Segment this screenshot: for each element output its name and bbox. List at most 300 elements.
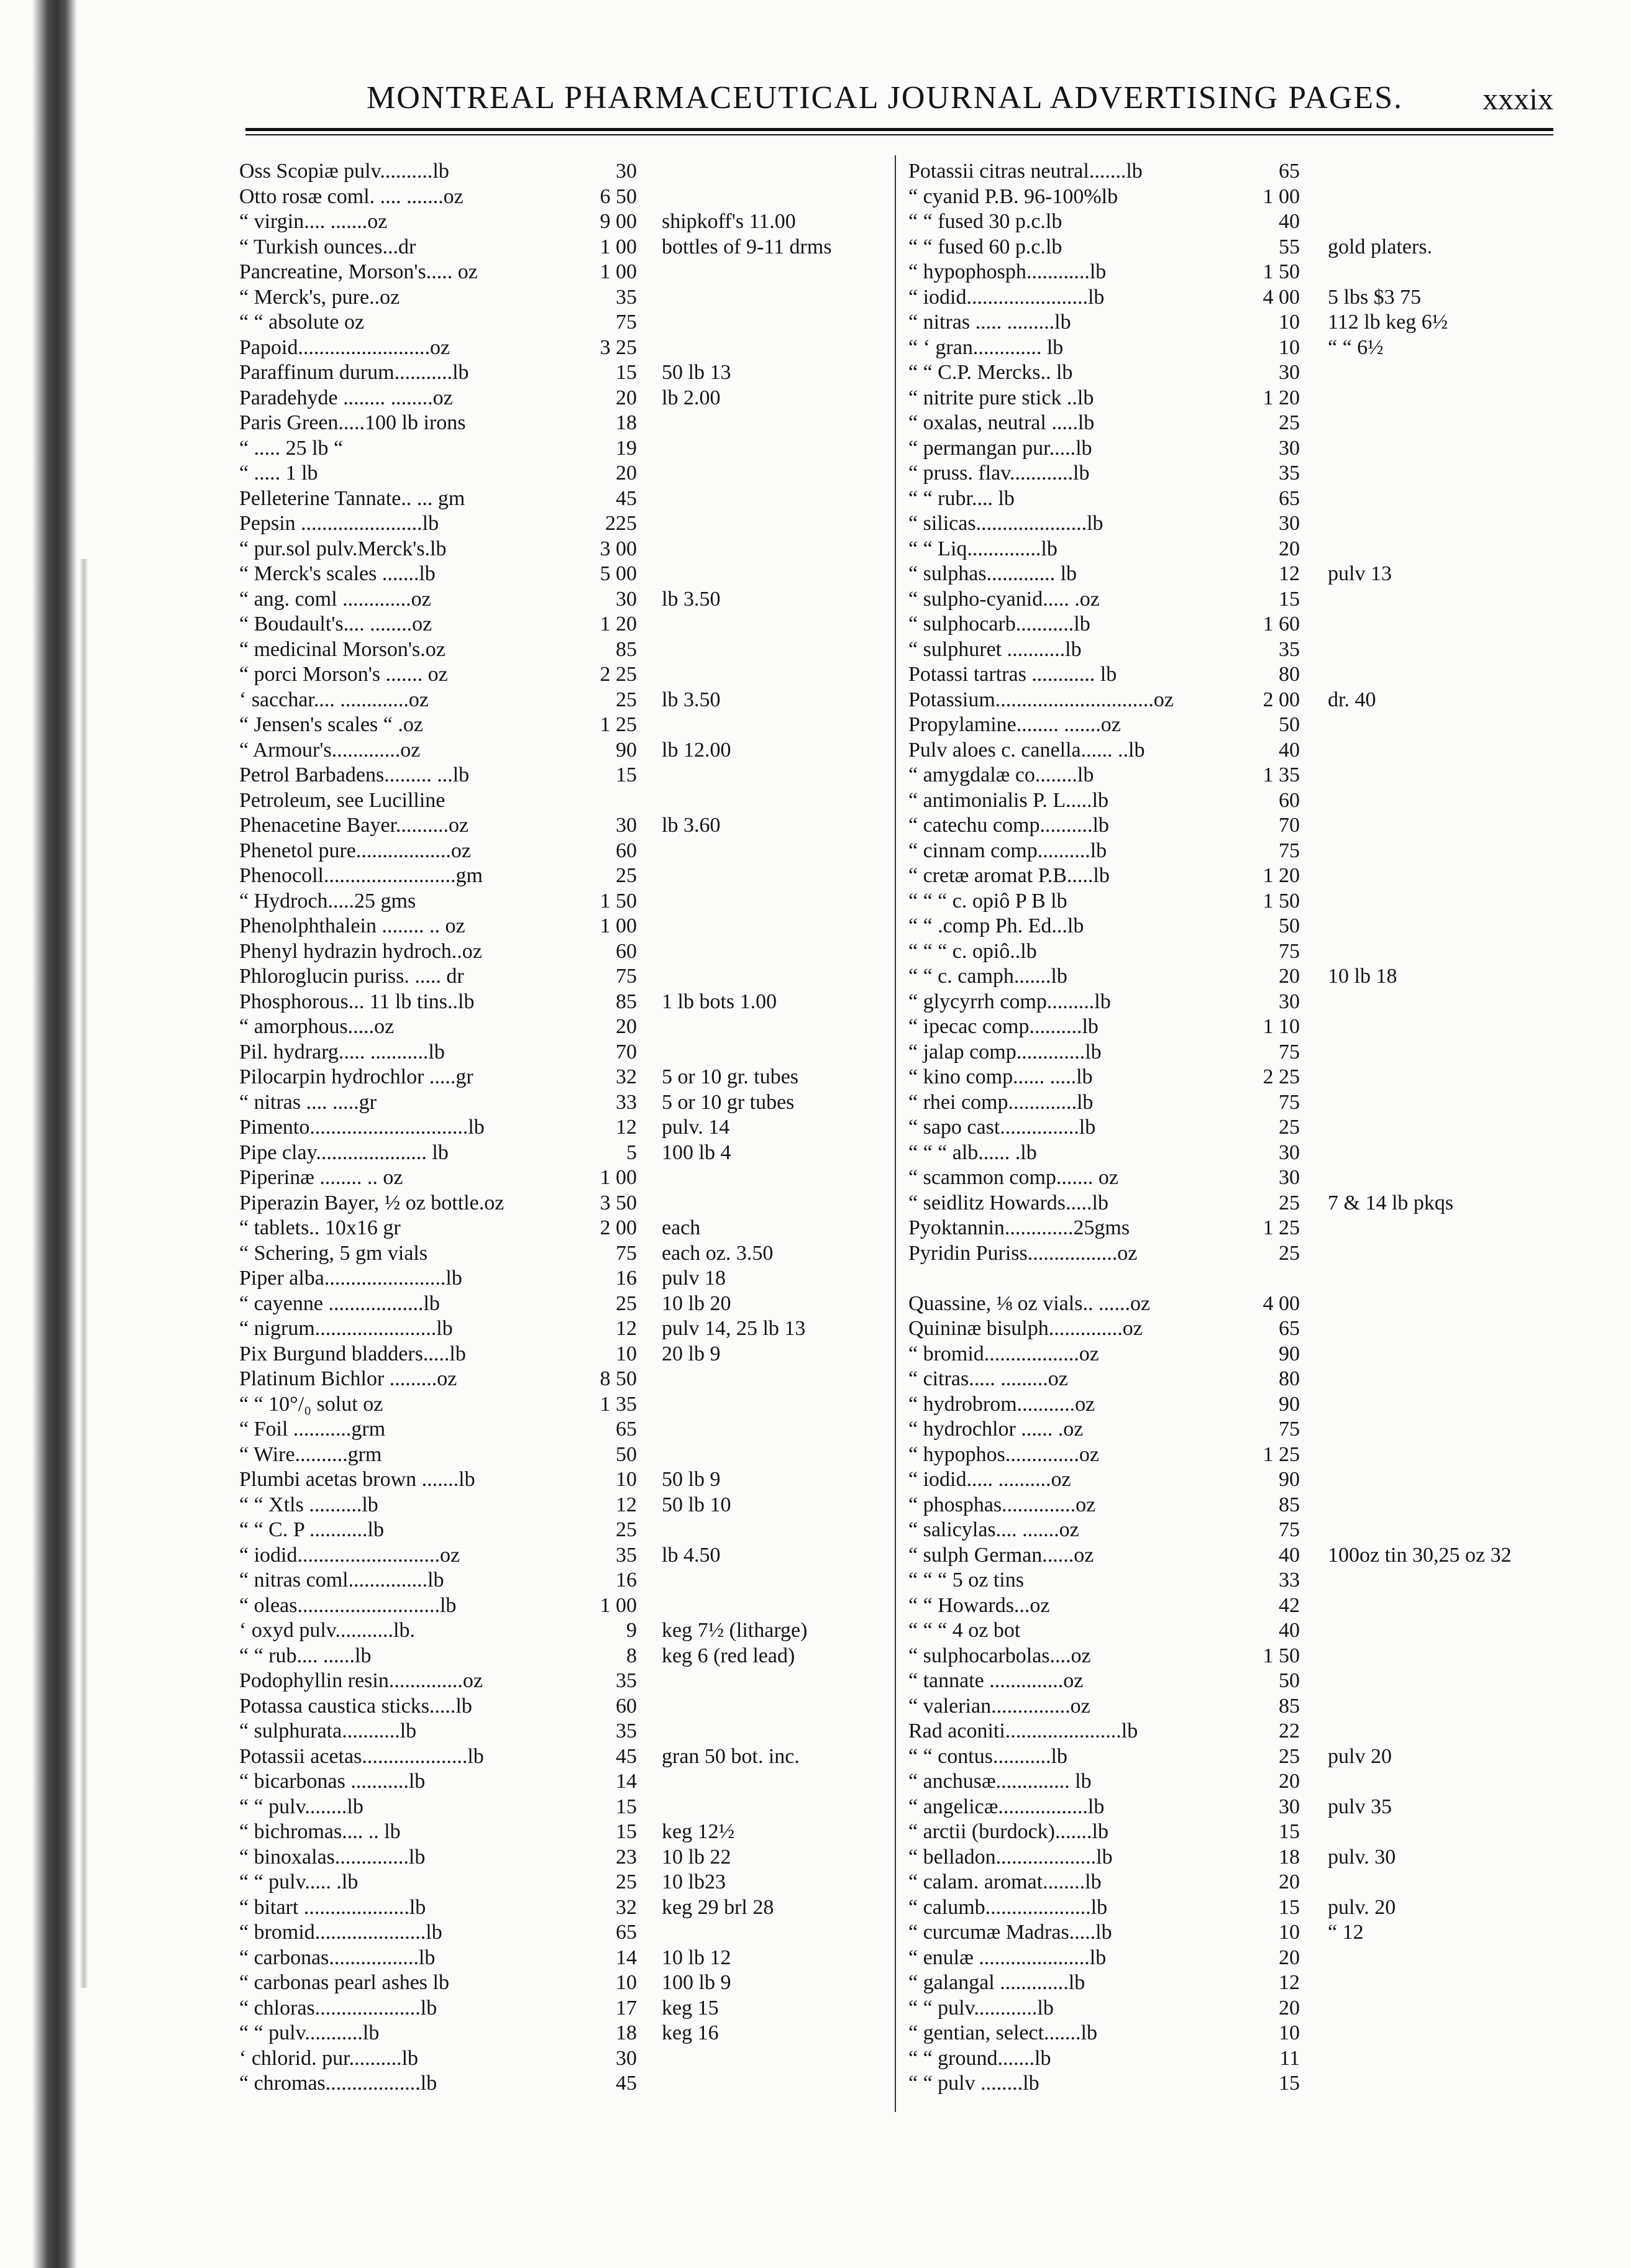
item-name: “ tannate ..............oz xyxy=(908,1669,1084,1692)
item-price: 1 50 xyxy=(1263,1644,1300,1667)
price-entry xyxy=(908,990,1567,1015)
price-entry xyxy=(239,2071,892,2097)
item-price: 30 xyxy=(1279,361,1300,384)
price-entry xyxy=(239,386,892,411)
price-entry xyxy=(908,738,1567,763)
price-entry xyxy=(908,914,1567,939)
item-name: Pix Burgund bladders.....lb xyxy=(239,1342,466,1365)
item-name: “ chloras....................lb xyxy=(239,1996,437,2020)
price-entry xyxy=(908,1946,1567,1971)
item-name: “ sulphas............. lb xyxy=(908,562,1077,585)
item-price: 15 xyxy=(1279,2072,1300,2095)
item-price: 75 xyxy=(1279,1518,1300,1541)
price-entry xyxy=(908,1165,1567,1191)
price-entry xyxy=(239,310,892,335)
item-name: Propylamine........ .......oz xyxy=(908,713,1121,736)
price-entry xyxy=(908,1014,1567,1040)
item-name: Piperinæ ........ .. oz xyxy=(239,1166,403,1189)
item-name: “ rhei comp.............lb xyxy=(908,1090,1094,1114)
item-name: “ nitras coml...............lb xyxy=(239,1569,444,1592)
item-price: 10 xyxy=(1279,1921,1300,1944)
item-name: Piper alba.......................lb xyxy=(239,1267,462,1290)
item-price: 60 xyxy=(616,939,637,963)
item-price: 4 00 xyxy=(1263,285,1300,309)
item-name: Potassi tartras ............ lb xyxy=(908,663,1117,686)
item-note: pulv 14, 25 lb 13 xyxy=(662,1317,806,1340)
item-price: 2 25 xyxy=(600,663,637,686)
price-entry xyxy=(239,763,892,788)
item-price: 20 xyxy=(1279,965,1300,988)
item-note: keg 15 xyxy=(662,1996,719,2020)
price-entry xyxy=(239,562,892,587)
item-name: “ cayenne ..................lb xyxy=(239,1291,440,1315)
item-note: keg 29 brl 28 xyxy=(662,1895,774,1919)
item-name: “ arctii (burdock).......lb xyxy=(908,1820,1108,1843)
price-entry xyxy=(239,738,892,763)
price-entry xyxy=(908,1996,1567,2021)
price-entry xyxy=(908,486,1567,512)
price-entry xyxy=(908,285,1567,311)
item-name: “ carbonas pearl ashes lb xyxy=(239,1971,449,1994)
item-price: 2 00 xyxy=(1263,688,1300,711)
item-name: “ antimonialis P. L.....lb xyxy=(908,788,1109,812)
item-price: 40 xyxy=(1279,738,1300,762)
item-name: “ “ “ 5 oz tins xyxy=(908,1569,1024,1592)
item-name: “ sulphuret ...........lb xyxy=(908,637,1082,661)
item-price: 16 xyxy=(616,1267,637,1290)
item-name: Phenyl hydrazin hydroch..oz xyxy=(239,939,482,963)
item-name: ‘ oxyd pulv...........lb. xyxy=(239,1619,416,1642)
price-entry xyxy=(908,1543,1567,1569)
item-price: 8 xyxy=(626,1644,637,1667)
item-price: 18 xyxy=(616,2021,637,2044)
item-name: “ salicylas.... .......oz xyxy=(908,1518,1079,1541)
price-entry xyxy=(908,1392,1567,1418)
item-note: 5 or 10 gr tubes xyxy=(662,1090,795,1114)
item-name: “ hydrobrom...........oz xyxy=(908,1392,1095,1416)
item-name: “ “ ground.......lb xyxy=(908,2046,1051,2070)
item-note: 10 lb 12 xyxy=(662,1946,731,1969)
item-price: 85 xyxy=(1279,1694,1300,1718)
item-price: 1 35 xyxy=(1263,763,1300,786)
item-name: “ ‘ gran............. lb xyxy=(908,335,1064,359)
price-entry xyxy=(239,1417,892,1442)
item-name: “ silicas.....................lb xyxy=(908,512,1103,535)
item-name: “ virgin.... .......oz xyxy=(239,210,388,233)
item-name: Pilocarpin hydrochlor .....gr xyxy=(239,1065,473,1088)
item-note: pulv 35 xyxy=(1328,1795,1392,1818)
price-entry xyxy=(908,310,1567,335)
item-price: 9 xyxy=(626,1619,637,1642)
item-note: 112 lb keg 6½ xyxy=(1328,311,1448,334)
item-note: 100 lb 9 xyxy=(662,1971,731,1994)
item-price: 12 xyxy=(1279,1971,1300,1994)
item-price: 1 00 xyxy=(1263,184,1300,208)
item-price: 14 xyxy=(616,1946,637,1969)
item-note: 50 lb 13 xyxy=(662,361,731,384)
price-entry xyxy=(239,1543,892,1569)
item-price: 60 xyxy=(1279,788,1300,812)
price-entry xyxy=(908,1644,1567,1669)
item-price: 1 50 xyxy=(600,889,637,913)
item-name: “ citras..... .........oz xyxy=(908,1367,1068,1390)
price-entry xyxy=(239,1392,892,1418)
price-entry xyxy=(239,1040,892,1065)
item-price: 10 xyxy=(1279,311,1300,334)
item-name: “ ..... 1 lb xyxy=(239,462,318,485)
item-price: 15 xyxy=(1279,1820,1300,1843)
item-price: 6 50 xyxy=(600,184,637,208)
item-price: 70 xyxy=(616,1040,637,1063)
price-entry xyxy=(239,1946,892,1971)
item-name: “ “ rubr.... lb xyxy=(908,486,1015,510)
price-entry xyxy=(908,839,1567,864)
item-price: 25 xyxy=(1279,1191,1300,1214)
item-price: 15 xyxy=(1279,587,1300,611)
item-price: 40 xyxy=(1279,210,1300,233)
item-price: 12 xyxy=(616,1317,637,1340)
item-name: “ sulphocarbolas....oz xyxy=(908,1644,1091,1667)
item-name: “ Hydroch.....25 gms xyxy=(239,889,416,913)
item-name: “ “ “ c. opiô..lb xyxy=(908,939,1037,963)
item-note: pulv. 20 xyxy=(1328,1895,1396,1919)
price-entry xyxy=(239,1769,892,1795)
price-entry xyxy=(908,1442,1567,1468)
price-entry xyxy=(239,1970,892,1996)
price-entry xyxy=(239,1266,892,1291)
item-price: 1 35 xyxy=(600,1392,637,1416)
item-name: Oss Scopiæ pulv..........lb xyxy=(239,160,449,183)
item-price: 25 xyxy=(616,1870,637,1893)
price-entry xyxy=(908,386,1567,411)
item-price: 20 xyxy=(616,386,637,409)
price-entry xyxy=(908,1367,1567,1392)
column-divider xyxy=(895,155,896,2112)
page-edge-shadow xyxy=(80,559,88,1988)
price-entry xyxy=(239,537,892,562)
item-name: “ “ pulv...........lb xyxy=(239,2021,380,2044)
item-name: Pyoktannin.............25gms xyxy=(908,1216,1130,1239)
item-price: 11 xyxy=(1279,2046,1300,2070)
item-name: “ hydrochlor ...... .oz xyxy=(908,1418,1084,1441)
item-price: 65 xyxy=(1279,486,1300,510)
item-price: 1 20 xyxy=(1263,386,1300,409)
price-entry xyxy=(908,1115,1567,1141)
item-price: 9 00 xyxy=(600,210,637,233)
item-name: “ sulph German......oz xyxy=(908,1543,1094,1567)
price-entry xyxy=(239,662,892,688)
price-entry xyxy=(239,1065,892,1090)
price-entry xyxy=(908,1191,1567,1216)
price-entry xyxy=(239,1493,892,1518)
price-entry xyxy=(239,688,892,713)
item-price: 30 xyxy=(1279,436,1300,460)
item-name: Phloroglucin puriss. ..... dr xyxy=(239,965,464,988)
item-note: lb 12.00 xyxy=(662,738,731,762)
item-name: Rad aconiti......................lb xyxy=(908,1719,1138,1742)
price-entry xyxy=(908,1316,1567,1342)
item-price: 50 xyxy=(616,1442,637,1466)
item-name: Platinum Bichlor .........oz xyxy=(239,1367,457,1390)
item-price: 30 xyxy=(1279,1166,1300,1189)
item-price: 65 xyxy=(616,1921,637,1944)
price-entry xyxy=(239,285,892,311)
price-entry xyxy=(908,1819,1567,1845)
item-note: lb 4.50 xyxy=(662,1543,721,1567)
price-entry xyxy=(908,1920,1567,1946)
item-name: “ “ Liq..............lb xyxy=(908,537,1058,560)
price-entry xyxy=(908,587,1567,613)
item-price: 20 xyxy=(1279,1996,1300,2020)
item-name: Pil. hydrarg..... ...........lb xyxy=(239,1040,445,1063)
item-name: “ cretæ aromat P.B.....lb xyxy=(908,864,1110,887)
item-name: “ Merck's, pure..oz xyxy=(239,285,400,309)
item-name: “ gentian, select.......lb xyxy=(908,2021,1098,2044)
item-price: 14 xyxy=(616,1770,637,1793)
item-price: 1 00 xyxy=(600,1593,637,1617)
item-note: pulv 20 xyxy=(1328,1744,1392,1768)
item-name: “ phosphas..............oz xyxy=(908,1493,1096,1516)
price-entry xyxy=(239,159,892,184)
item-price: 30 xyxy=(616,814,637,837)
item-name: “ curcumæ Madras.....lb xyxy=(908,1921,1112,1944)
item-name: “ Turkish ounces...dr xyxy=(239,235,416,258)
item-price: 70 xyxy=(1279,814,1300,837)
item-price: 1 00 xyxy=(600,1166,637,1189)
item-price: 40 xyxy=(1279,1619,1300,1642)
price-entry xyxy=(239,1316,892,1342)
item-note: keg 6 (red lead) xyxy=(662,1644,795,1667)
item-price: 60 xyxy=(616,1694,637,1718)
item-price: 85 xyxy=(616,990,637,1013)
item-price: 12 xyxy=(1279,562,1300,585)
item-note: gold platers. xyxy=(1328,235,1433,258)
item-name: Potassii acetas....................lb xyxy=(239,1744,484,1768)
item-price: 65 xyxy=(1279,1317,1300,1340)
price-entry xyxy=(239,788,892,814)
price-entry xyxy=(908,1895,1567,1921)
item-note: gran 50 bot. inc. xyxy=(662,1744,800,1768)
item-name: “ hypophos..............oz xyxy=(908,1442,1099,1466)
price-entry xyxy=(908,537,1567,562)
price-entry xyxy=(908,1694,1567,1719)
item-price: 75 xyxy=(1279,839,1300,862)
item-price: 50 xyxy=(1279,914,1300,937)
item-price: 75 xyxy=(1279,1090,1300,1114)
item-name: “ bichromas.... .. lb xyxy=(239,1820,401,1843)
price-entry xyxy=(908,335,1567,361)
item-note: 100oz tin 30,25 oz 32 xyxy=(1328,1543,1512,1567)
item-name: “ calumb....................lb xyxy=(908,1895,1108,1919)
price-entry xyxy=(239,637,892,663)
item-price: 30 xyxy=(1279,990,1300,1013)
item-price: 20 xyxy=(1279,1946,1300,1969)
item-price: 30 xyxy=(1279,1795,1300,1818)
item-name: “ iodid..... ..........oz xyxy=(908,1468,1071,1491)
item-note: lb 3.50 xyxy=(662,688,721,711)
item-name: ‘ chlorid. pur..........lb xyxy=(239,2046,419,2070)
item-name: “ binoxalas..............lb xyxy=(239,1845,426,1869)
item-name: Quininæ bisulph..............oz xyxy=(908,1317,1143,1340)
item-name: Phenacetine Bayer..........oz xyxy=(239,814,469,837)
price-entry xyxy=(908,1417,1567,1442)
price-entry xyxy=(908,2046,1567,2072)
item-note: 10 lb 18 xyxy=(1328,965,1397,988)
item-price: 17 xyxy=(616,1996,637,2020)
item-name: “ scammon comp....... oz xyxy=(908,1166,1119,1189)
item-price: 3 50 xyxy=(600,1191,637,1214)
item-name: “ “ “ c. opiô P B lb xyxy=(908,889,1067,913)
item-name: “ “ absolute oz xyxy=(239,311,365,334)
price-entry xyxy=(908,939,1567,965)
price-entry xyxy=(908,1618,1567,1644)
item-price: 33 xyxy=(1279,1569,1300,1592)
item-price: 16 xyxy=(616,1569,637,1592)
price-entry xyxy=(908,461,1567,486)
item-price: 10 xyxy=(616,1971,637,1994)
item-name: “ glycyrrh comp.........lb xyxy=(908,990,1111,1013)
price-entry xyxy=(239,1367,892,1392)
price-entry xyxy=(239,1241,892,1267)
item-name: “ permangan pur.....lb xyxy=(908,436,1092,460)
item-price: 80 xyxy=(1279,663,1300,686)
item-note: 20 lb 9 xyxy=(662,1342,721,1365)
price-entry xyxy=(908,863,1567,889)
item-name: “ ipecac comp..........lb xyxy=(908,1015,1099,1038)
item-note: keg 7½ (litharge) xyxy=(662,1619,808,1642)
price-entry xyxy=(239,1191,892,1216)
item-price: 20 xyxy=(616,462,637,485)
item-name: Otto rosæ coml. .... .......oz xyxy=(239,184,464,208)
item-note: each oz. 3.50 xyxy=(662,1241,774,1265)
price-entry xyxy=(908,1266,1567,1291)
price-entry xyxy=(908,1970,1567,1996)
item-note: 100 lb 4 xyxy=(662,1141,731,1164)
item-price: 20 xyxy=(1279,1870,1300,1893)
item-note: 5 lbs $3 75 xyxy=(1328,285,1422,309)
item-name: Piperazin Bayer, ½ oz bottle.oz xyxy=(239,1191,505,1214)
price-entry xyxy=(908,788,1567,814)
item-name: “ calam. aromat........lb xyxy=(908,1870,1102,1893)
item-note: lb 3.60 xyxy=(662,814,721,837)
price-entry xyxy=(239,939,892,965)
item-name: “ “ “ alb...... .lb xyxy=(908,1141,1037,1164)
item-price: 30 xyxy=(616,587,637,611)
item-name: “ iodid.......................lb xyxy=(908,285,1105,309)
item-name: “ Schering, 5 gm vials xyxy=(239,1241,428,1265)
item-price: 35 xyxy=(616,285,637,309)
item-price: 225 xyxy=(605,512,637,535)
price-entry xyxy=(908,889,1567,914)
price-entry xyxy=(239,612,892,637)
item-price: 15 xyxy=(1279,1895,1300,1919)
item-price: 20 xyxy=(1279,537,1300,560)
price-entry xyxy=(239,1920,892,1946)
price-entry xyxy=(239,1568,892,1593)
item-price: 4 00 xyxy=(1263,1291,1300,1315)
item-name: “ bitart ....................lb xyxy=(239,1895,426,1919)
item-name: Paraffinum durum...........lb xyxy=(239,361,469,384)
price-entry xyxy=(908,1065,1567,1090)
item-price: 25 xyxy=(1279,1116,1300,1139)
item-name: “ “ pulv............lb xyxy=(908,1996,1054,2020)
item-price: 2 00 xyxy=(600,1216,637,1239)
price-entry xyxy=(908,763,1567,788)
item-name: Pipe clay..................... lb xyxy=(239,1141,449,1164)
price-entry xyxy=(908,1593,1567,1619)
price-entry xyxy=(239,436,892,462)
price-entry xyxy=(908,1795,1567,1820)
item-name: “ “ rub.... ......lb xyxy=(239,1644,372,1667)
item-price: 32 xyxy=(616,1895,637,1919)
item-name: “ pur.sol pulv.Merck's.lb xyxy=(239,537,447,560)
item-name: “ “ C. P ...........lb xyxy=(239,1518,384,1541)
price-entry xyxy=(908,1342,1567,1367)
item-name: “ “ Xtls ..........lb xyxy=(239,1493,378,1516)
price-entry xyxy=(239,1115,892,1141)
item-name: “ Armour's.............oz xyxy=(239,738,421,762)
item-price: 30 xyxy=(1279,512,1300,535)
item-note: each xyxy=(662,1216,701,1239)
price-entry xyxy=(239,587,892,613)
price-entry xyxy=(239,235,892,260)
item-name: “ enulæ .....................lb xyxy=(908,1946,1107,1969)
item-price: 12 xyxy=(616,1116,637,1139)
item-price: 12 xyxy=(616,1493,637,1516)
item-name: “ oxalas, neutral .....lb xyxy=(908,411,1095,434)
item-name: Potassa caustica sticks.....lb xyxy=(239,1694,472,1718)
price-entry xyxy=(908,159,1567,184)
item-note: dr. 40 xyxy=(1328,688,1376,711)
item-name: “ valerian...............oz xyxy=(908,1694,1090,1718)
item-name: Potassium..............................oz xyxy=(908,688,1174,711)
item-name: Pancreatine, Morson's..... oz xyxy=(239,260,478,283)
item-price: 1 60 xyxy=(1263,613,1300,635)
item-price: 23 xyxy=(616,1845,637,1869)
item-name: Pelleterine Tannate.. ... gm xyxy=(239,486,465,510)
item-price: 25 xyxy=(616,1291,637,1315)
item-name: Paradehyde ........ ........oz xyxy=(239,386,453,409)
item-name: “ anchusæ.............. lb xyxy=(908,1770,1092,1793)
item-price: 15 xyxy=(616,763,637,786)
item-name: Plumbi acetas brown .......lb xyxy=(239,1468,475,1491)
price-entry xyxy=(908,1744,1567,1770)
item-name: “ sulpho-cyanid..... .oz xyxy=(908,587,1100,611)
item-name: Podophyllin resin..............oz xyxy=(239,1669,483,1692)
item-name: “ “ Howards...oz xyxy=(908,1593,1050,1617)
item-name: “ “ pulv ........lb xyxy=(908,2072,1039,2095)
item-name: “ nitras .... .....gr xyxy=(239,1090,377,1114)
item-name: “ “ pulv........lb xyxy=(239,1795,363,1818)
item-note: pulv. 30 xyxy=(1328,1845,1396,1869)
item-name: Potassii citras neutral.......lb xyxy=(908,160,1143,183)
item-name: “ “ 10°/₀ solut oz xyxy=(239,1392,383,1416)
price-entry xyxy=(239,1216,892,1241)
price-entry xyxy=(239,990,892,1015)
price-entry xyxy=(239,486,892,512)
header-rule-thick xyxy=(245,128,1553,131)
item-name: “ cinnam comp..........lb xyxy=(908,839,1107,862)
item-note: lb 2.00 xyxy=(662,386,721,409)
header-rule-thin xyxy=(245,134,1553,135)
price-entry xyxy=(908,436,1567,462)
price-entry xyxy=(908,1568,1567,1593)
price-entry xyxy=(908,2071,1567,2097)
item-price: 90 xyxy=(1279,1342,1300,1365)
item-name: Papoid.........................oz xyxy=(239,335,450,359)
item-price: 32 xyxy=(616,1065,637,1088)
item-name: “ angelicæ.................lb xyxy=(908,1795,1105,1818)
